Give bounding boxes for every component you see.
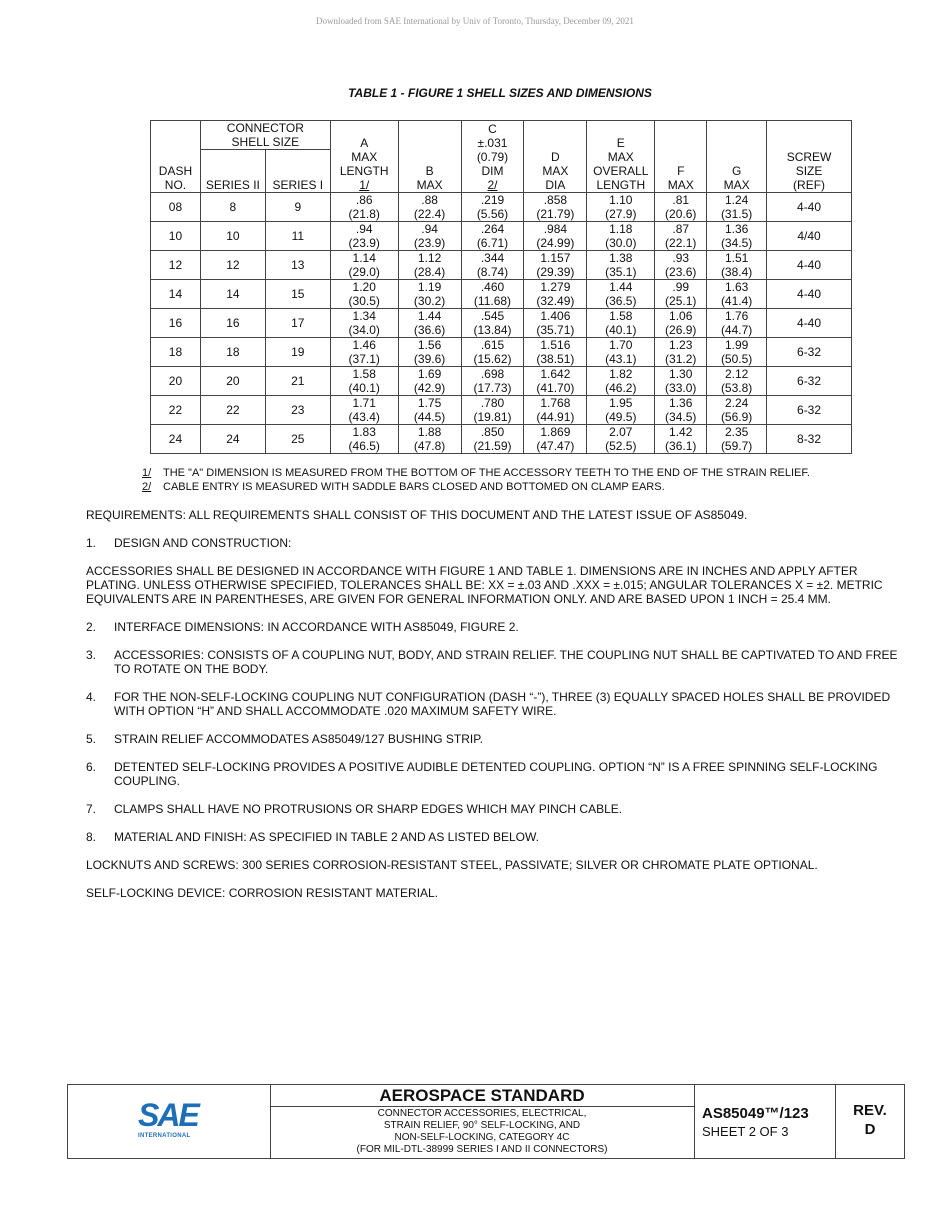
header-g: G MAX <box>707 121 767 193</box>
logo-cell <box>68 1085 271 1158</box>
cell-f: .93 (23.6) <box>655 251 707 280</box>
cell-a: 1.34 (34.0) <box>330 309 398 338</box>
table-row <box>151 280 852 309</box>
cell-b: 1.56 (39.6) <box>398 338 461 367</box>
item-1-detail: ACCESSORIES SHALL BE DESIGNED IN ACCORDANCE WITH FIGURE 1 AND TABLE 1. DIMENSIONS ARE IN INCHES AND APPLY AFTER PLATING. UNLESS OTHERWISE SPECIFIED, TOLERANCES SHALL BE: XX = ±.03 AND .XXX = ±.015; ANGULAR TOLERANCES X = ±2. METRIC EQUIVALENTS ARE IN PARENTHESES, ARE GIVEN FOR GENERAL INFORMATION ONLY. AND ARE BASED UPON 1 INCH = 25.4 MM. <box>86 564 883 606</box>
cell-g: 1.99 (50.5) <box>707 338 767 367</box>
table-row <box>151 193 852 222</box>
cell-f: .87 (22.1) <box>655 222 707 251</box>
item-8-detail-self-locking: SELF-LOCKING DEVICE: CORROSION RESISTANT MATERIAL. <box>86 886 439 900</box>
item-3-text: ACCESSORIES: CONSISTS OF A COUPLING NUT, BODY, AND STRAIN RELIEF. THE COUPLING NUT SHALL BE CAPTIVATED TO AND FREE TO ROTATE ON THE BODY. <box>114 648 898 676</box>
cell-e: 2.07 (52.5) <box>587 425 655 454</box>
document-title <box>270 1107 694 1156</box>
item-8 <box>86 830 898 844</box>
cell-e: 1.44 (36.5) <box>587 280 655 309</box>
note-1-key: 1/ <box>142 467 152 479</box>
note-2 <box>142 480 810 494</box>
cell-c: .698 (17.73) <box>461 367 524 396</box>
cell-series-ii: 14 <box>200 280 265 309</box>
header-a: A MAX LENGTH 1/ <box>330 121 398 193</box>
table-row <box>151 425 852 454</box>
cell-dash: 18 <box>151 338 201 367</box>
cell-dash: 14 <box>151 280 201 309</box>
table-body <box>151 193 852 454</box>
cell-d: 1.279 (32.49) <box>524 280 587 309</box>
table-row <box>151 338 852 367</box>
cell-series-i: 15 <box>265 280 330 309</box>
cell-a: 1.58 (40.1) <box>330 367 398 396</box>
cell-screw: 4-40 <box>767 193 852 222</box>
cell-g: 2.35 (59.7) <box>707 425 767 454</box>
cell-series-ii: 20 <box>200 367 265 396</box>
table-notes <box>142 466 810 494</box>
header-screw-size: SCREW SIZE (REF) <box>767 121 852 193</box>
cell-series-ii: 22 <box>200 396 265 425</box>
item-8-number: 8. <box>86 830 97 844</box>
item-7-number: 7. <box>86 802 97 816</box>
header-series-i: SERIES I <box>265 150 330 193</box>
cell-d: 1.516 (38.51) <box>524 338 587 367</box>
cell-series-i: 19 <box>265 338 330 367</box>
cell-b: .94 (23.9) <box>398 222 461 251</box>
cell-screw: 6-32 <box>767 396 852 425</box>
item-1-number: 1. <box>86 536 97 550</box>
cell-series-i: 11 <box>265 222 330 251</box>
item-5-number: 5. <box>86 732 97 746</box>
cell-e: 1.58 (40.1) <box>587 309 655 338</box>
cell-b: 1.75 (44.5) <box>398 396 461 425</box>
table-row <box>151 309 852 338</box>
cell-d: 1.768 (44.91) <box>524 396 587 425</box>
note-1-text: THE "A" DIMENSION IS MEASURED FROM THE BOTTOM OF THE ACCESSORY TEETH TO THE END OF THE STRAIN RELIEF. <box>163 467 810 479</box>
header-c: C ±.031 (0.79) DIM 2/ <box>461 121 524 193</box>
sae-logo-subtitle: INTERNATIONAL <box>138 1133 191 1139</box>
document-number: AS85049™/123 <box>702 1105 809 1122</box>
cell-g: 1.63 (41.4) <box>707 280 767 309</box>
cell-dash: 24 <box>151 425 201 454</box>
item-3-number: 3. <box>86 648 97 662</box>
cell-series-ii: 18 <box>200 338 265 367</box>
item-1-text: DESIGN AND CONSTRUCTION: <box>114 536 292 550</box>
cell-dash: 12 <box>151 251 201 280</box>
cell-d: 1.157 (29.39) <box>524 251 587 280</box>
cell-b: 1.12 (28.4) <box>398 251 461 280</box>
item-2 <box>86 620 898 634</box>
cell-g: 2.12 (53.8) <box>707 367 767 396</box>
header-d: D MAX DIA <box>524 121 587 193</box>
cell-a: 1.83 (46.5) <box>330 425 398 454</box>
cell-screw: 6-32 <box>767 367 852 396</box>
note-1 <box>142 466 810 480</box>
cell-b: 1.19 (30.2) <box>398 280 461 309</box>
header-f: F MAX <box>655 121 707 193</box>
item-1 <box>86 536 898 550</box>
item-7-text: CLAMPS SHALL HAVE NO PROTRUSIONS OR SHARP EDGES WHICH MAY PINCH CABLE. <box>114 802 623 816</box>
item-6 <box>86 760 898 788</box>
cell-f: 1.42 (36.1) <box>655 425 707 454</box>
item-2-number: 2. <box>86 620 97 634</box>
table-row <box>151 396 852 425</box>
header-e: E MAX OVERALL LENGTH <box>587 121 655 193</box>
item-6-number: 6. <box>86 760 97 774</box>
download-notice: Downloaded from SAE International by Univ of Toronto, Thursday, December 09, 2021 <box>316 16 634 26</box>
item-4 <box>86 690 898 718</box>
cell-e: 1.70 (43.1) <box>587 338 655 367</box>
cell-b: 1.44 (36.6) <box>398 309 461 338</box>
cell-d: 1.869 (47.47) <box>524 425 587 454</box>
sae-logo: SAE <box>138 1097 198 1133</box>
cell-f: .81 (20.6) <box>655 193 707 222</box>
cell-screw: 6-32 <box>767 338 852 367</box>
title-line: CONNECTOR ACCESSORIES, ELECTRICAL, <box>377 1108 587 1119</box>
item-2-text: INTERFACE DIMENSIONS: IN ACCORDANCE WITH AS85049, FIGURE 2. <box>114 620 519 634</box>
table-row <box>151 222 852 251</box>
cell-g: 1.76 (44.7) <box>707 309 767 338</box>
cell-d: 1.642 (41.70) <box>524 367 587 396</box>
cell-a: .94 (23.9) <box>330 222 398 251</box>
cell-screw: 8-32 <box>767 425 852 454</box>
cell-g: 1.36 (34.5) <box>707 222 767 251</box>
cell-c: .264 (6.71) <box>461 222 524 251</box>
cell-e: 1.18 (30.0) <box>587 222 655 251</box>
cell-e: 1.38 (35.1) <box>587 251 655 280</box>
header-b: B MAX <box>398 121 461 193</box>
cell-a: .86 (21.8) <box>330 193 398 222</box>
table-row <box>151 251 852 280</box>
cell-c: .780 (19.81) <box>461 396 524 425</box>
cell-screw: 4/40 <box>767 222 852 251</box>
cell-d: 1.406 (35.71) <box>524 309 587 338</box>
header-dash: DASH NO. <box>151 121 201 193</box>
title-line: (FOR MIL-DTL-38999 SERIES I AND II CONNECTORS) <box>356 1144 608 1155</box>
cell-e: 1.82 (46.2) <box>587 367 655 396</box>
cell-c: .615 (15.62) <box>461 338 524 367</box>
cell-series-i: 9 <box>265 193 330 222</box>
cell-dash: 20 <box>151 367 201 396</box>
cell-series-i: 25 <box>265 425 330 454</box>
dimensions-table <box>150 120 852 454</box>
revision-label: REV. <box>853 1102 887 1119</box>
cell-screw: 4-40 <box>767 251 852 280</box>
cell-f: 1.06 (26.9) <box>655 309 707 338</box>
item-7 <box>86 802 898 816</box>
cell-f: 1.23 (31.2) <box>655 338 707 367</box>
cell-c: .219 (5.56) <box>461 193 524 222</box>
item-4-number: 4. <box>86 690 97 704</box>
cell-b: .88 (22.4) <box>398 193 461 222</box>
item-8-text: MATERIAL AND FINISH: AS SPECIFIED IN TABLE 2 AND AS LISTED BELOW. <box>114 830 540 844</box>
cell-screw: 4-40 <box>767 309 852 338</box>
cell-c: .344 (8.74) <box>461 251 524 280</box>
revision-cell <box>835 1085 905 1158</box>
title-line: NON-SELF-LOCKING, CATEGORY 4C <box>394 1132 570 1143</box>
cell-a: 1.20 (30.5) <box>330 280 398 309</box>
cell-b: 1.88 (47.8) <box>398 425 461 454</box>
cell-dash: 22 <box>151 396 201 425</box>
item-3 <box>86 648 898 676</box>
cell-a: 1.46 (37.1) <box>330 338 398 367</box>
header-row-1 <box>151 121 852 150</box>
cell-series-i: 21 <box>265 367 330 396</box>
item-5-text: STRAIN RELIEF ACCOMMODATES AS85049/127 BUSHING STRIP. <box>114 732 484 746</box>
item-8-detail-locknuts: LOCKNUTS AND SCREWS: 300 SERIES CORROSION-RESISTANT STEEL, PASSIVATE; SILVER OR CHROMATE PLATE OPTIONAL. <box>86 858 818 872</box>
cell-c: .850 (21.59) <box>461 425 524 454</box>
cell-g: 2.24 (56.9) <box>707 396 767 425</box>
cell-f: 1.30 (33.0) <box>655 367 707 396</box>
cell-d: .858 (21.79) <box>524 193 587 222</box>
cell-b: 1.69 (42.9) <box>398 367 461 396</box>
cell-c: .545 (13.84) <box>461 309 524 338</box>
cell-series-ii: 8 <box>200 193 265 222</box>
title-block <box>67 1084 905 1159</box>
document-number-cell <box>694 1085 836 1158</box>
cell-f: 1.36 (34.5) <box>655 396 707 425</box>
cell-dash: 16 <box>151 309 201 338</box>
cell-g: 1.51 (38.4) <box>707 251 767 280</box>
table-row <box>151 367 852 396</box>
cell-series-i: 13 <box>265 251 330 280</box>
item-5 <box>86 732 898 746</box>
requirements-statement: REQUIREMENTS: ALL REQUIREMENTS SHALL CONSIST OF THIS DOCUMENT AND THE LATEST ISSUE OF AS85049. <box>86 508 748 522</box>
cell-a: 1.14 (29.0) <box>330 251 398 280</box>
cell-series-ii: 16 <box>200 309 265 338</box>
cell-f: .99 (25.1) <box>655 280 707 309</box>
cell-d: .984 (24.99) <box>524 222 587 251</box>
cell-e: 1.10 (27.9) <box>587 193 655 222</box>
header-connector-shell-size: CONNECTOR SHELL SIZE <box>200 121 330 150</box>
cell-series-ii: 24 <box>200 425 265 454</box>
table-title: TABLE 1 - FIGURE 1 SHELL SIZES AND DIMENSIONS <box>348 86 652 100</box>
note-2-text: CABLE ENTRY IS MEASURED WITH SADDLE BARS CLOSED AND BOTTOMED ON CLAMP EARS. <box>163 481 665 493</box>
title-line: STRAIN RELIEF, 90° SELF-LOCKING, AND <box>383 1120 581 1131</box>
cell-dash: 10 <box>151 222 201 251</box>
cell-series-i: 17 <box>265 309 330 338</box>
revision-value: D <box>864 1121 876 1138</box>
cell-a: 1.71 (43.4) <box>330 396 398 425</box>
title-cell <box>270 1085 695 1158</box>
item-6-text: DETENTED SELF-LOCKING PROVIDES A POSITIVE AUDIBLE DETENTED COUPLING. OPTION “N” IS A FREE SPINNING SELF-LOCKING COUPLING. <box>114 760 878 788</box>
note-2-key: 2/ <box>142 481 152 493</box>
cell-e: 1.95 (49.5) <box>587 396 655 425</box>
sheet-number: SHEET 2 OF 3 <box>702 1124 789 1139</box>
item-4-text: FOR THE NON-SELF-LOCKING COUPLING NUT CONFIGURATION (DASH “-”), THREE (3) EQUALLY SPACED HOLES SHALL BE PROVIDED WITH OPTION “H” AND SHALL ACCOMMODATE .020 MAXIMUM SAFETY WIRE. <box>114 690 891 718</box>
cell-c: .460 (11.68) <box>461 280 524 309</box>
cell-series-i: 23 <box>265 396 330 425</box>
header-series-ii: SERIES II <box>200 150 265 193</box>
standard-heading: AEROSPACE STANDARD <box>270 1085 694 1107</box>
cell-dash: 08 <box>151 193 201 222</box>
cell-g: 1.24 (31.5) <box>707 193 767 222</box>
requirements-section <box>86 508 898 914</box>
cell-screw: 4-40 <box>767 280 852 309</box>
cell-series-ii: 12 <box>200 251 265 280</box>
cell-series-ii: 10 <box>200 222 265 251</box>
